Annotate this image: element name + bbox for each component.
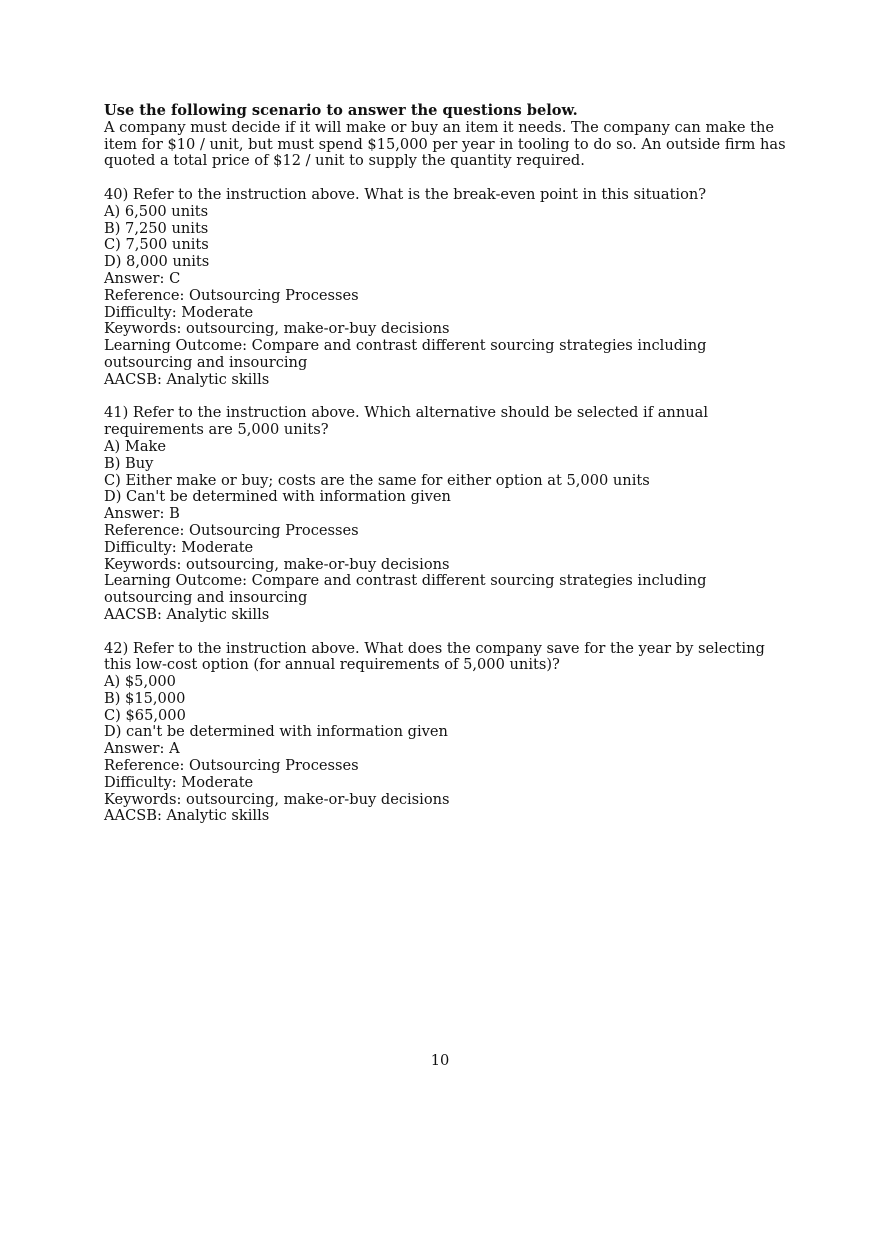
question-stem: 42) Refer to the instruction above. What does the company save for the year by selecting bbox=[104, 639, 765, 657]
option-c: C) $65,000 bbox=[104, 706, 186, 724]
difficulty: Difficulty: Moderate bbox=[104, 773, 254, 791]
aacsb: AACSB: Analytic skills bbox=[104, 807, 270, 825]
question-41 bbox=[104, 405, 794, 623]
answer: Answer: A bbox=[104, 740, 180, 758]
question-stem-cont: requirements are 5,000 units? bbox=[104, 421, 329, 439]
learning-outcome-cont: outsourcing and insourcing bbox=[104, 353, 308, 371]
reference: Reference: Outsourcing Processes bbox=[104, 521, 359, 539]
question-stem: 40) Refer to the instruction above. What is the break-even point in this situation? bbox=[104, 185, 707, 203]
spacer bbox=[104, 389, 794, 406]
option-d: D) Can't be determined with information given bbox=[104, 488, 451, 506]
option-a: A) Make bbox=[104, 437, 166, 455]
scenario-line: A company must decide if it will make or buy an item it needs. The company can make the bbox=[104, 118, 775, 136]
option-c: C) 7,500 units bbox=[104, 236, 209, 254]
question-42 bbox=[104, 641, 794, 826]
spacer bbox=[104, 624, 794, 641]
learning-outcome: Learning Outcome: Compare and contrast different sourcing strategies including bbox=[104, 572, 707, 590]
reference: Reference: Outsourcing Processes bbox=[104, 286, 359, 304]
question-stem-cont: this low-cost option (for annual requirements of 5,000 units)? bbox=[104, 656, 560, 674]
scenario-line: quoted a total price of $12 / unit to supply the quantity required. bbox=[104, 152, 585, 170]
answer: Answer: C bbox=[104, 269, 181, 287]
option-b: B) Buy bbox=[104, 454, 154, 472]
question-stem: 41) Refer to the instruction above. Which alternative should be selected if annual bbox=[104, 404, 708, 422]
learning-outcome-cont: outsourcing and insourcing bbox=[104, 589, 308, 607]
option-b: B) $15,000 bbox=[104, 689, 186, 707]
difficulty: Difficulty: Moderate bbox=[104, 303, 254, 321]
keywords: Keywords: outsourcing, make-or-buy decisions bbox=[104, 790, 450, 808]
option-a: A) 6,500 units bbox=[104, 202, 209, 220]
option-d: D) 8,000 units bbox=[104, 253, 210, 271]
scenario-line: item for $10 / unit, but must spend $15,000 per year in tooling to do so. An outside firm has bbox=[104, 135, 786, 153]
question-40 bbox=[104, 187, 794, 389]
keywords: Keywords: outsourcing, make-or-buy decisions bbox=[104, 555, 450, 573]
option-b: B) 7,250 units bbox=[104, 219, 209, 237]
option-a: A) $5,000 bbox=[104, 673, 176, 691]
aacsb: AACSB: Analytic skills bbox=[104, 605, 270, 623]
difficulty: Difficulty: Moderate bbox=[104, 538, 254, 556]
spacer bbox=[104, 170, 794, 187]
scenario-text bbox=[104, 120, 794, 170]
scenario-heading: Use the following scenario to answer the questions below. bbox=[104, 102, 578, 119]
keywords: Keywords: outsourcing, make-or-buy decisions bbox=[104, 320, 450, 338]
page-content bbox=[104, 103, 794, 825]
option-c: C) Either make or buy; costs are the same for either option at 5,000 units bbox=[104, 471, 650, 489]
page-number: 10 bbox=[430, 1052, 450, 1069]
option-d: D) can't be determined with information given bbox=[104, 723, 448, 741]
aacsb: AACSB: Analytic skills bbox=[104, 370, 270, 388]
answer: Answer: B bbox=[104, 505, 180, 523]
reference: Reference: Outsourcing Processes bbox=[104, 757, 359, 775]
learning-outcome: Learning Outcome: Compare and contrast different sourcing strategies including bbox=[104, 337, 707, 355]
